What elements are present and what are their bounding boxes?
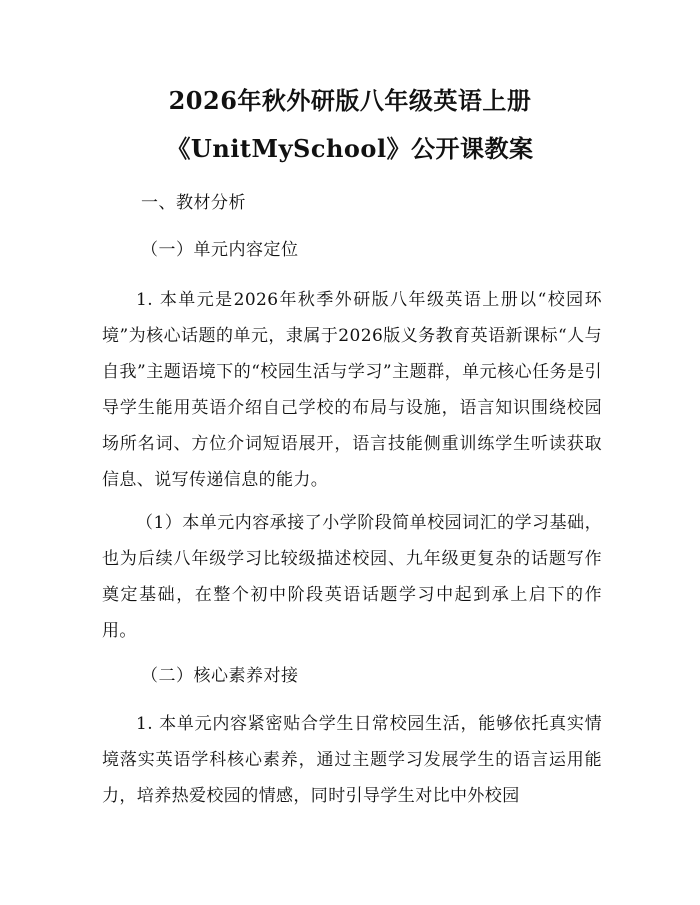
document-title-line-2: 《UnitMySchool》公开课教案: [166, 134, 534, 163]
paragraph-core-literacy: 1. 本单元内容紧密贴合学生日常校园生活，能够依托真实情境落实英语学科核心素养，通过主题学习发展学生的语言运用能力，培养热爱校园的情感，同时引导学生对比中外校园: [102, 714, 602, 806]
paragraph-unit-connection: （1）本单元内容承接了小学阶段简单校园词汇的学习基础，也为后续八年级学习比较级描述校园、九年级更复杂的话题写作奠定基础，在整个初中阶段英语话题学习中起到承上启下的作用。: [102, 513, 602, 641]
subsection-heading-core-literacy: （二）核心素养对接: [141, 666, 299, 686]
section-heading-textbook-analysis: 一、教材分析: [141, 193, 246, 213]
subsection-heading-unit-positioning: （一）单元内容定位: [141, 240, 299, 260]
paragraph-unit-overview: 1. 本单元是2026年秋季外研版八年级英语上册以“校园环境”为核心话题的单元，隶属于2026版义务教育英语新课标“人与自我”主题语境下的“校园生活与学习”主题群，单元核心任务是引导学生能用英语介绍自己学校的布局与设施，语言知识围绕校园场所名词、方位介词短语展开，语言技能侧重训练学生听读获取信息、说写传递信息的能力。: [102, 290, 602, 490]
document-title-line-1: 2026年秋外研版八年级英语上册: [168, 86, 532, 115]
